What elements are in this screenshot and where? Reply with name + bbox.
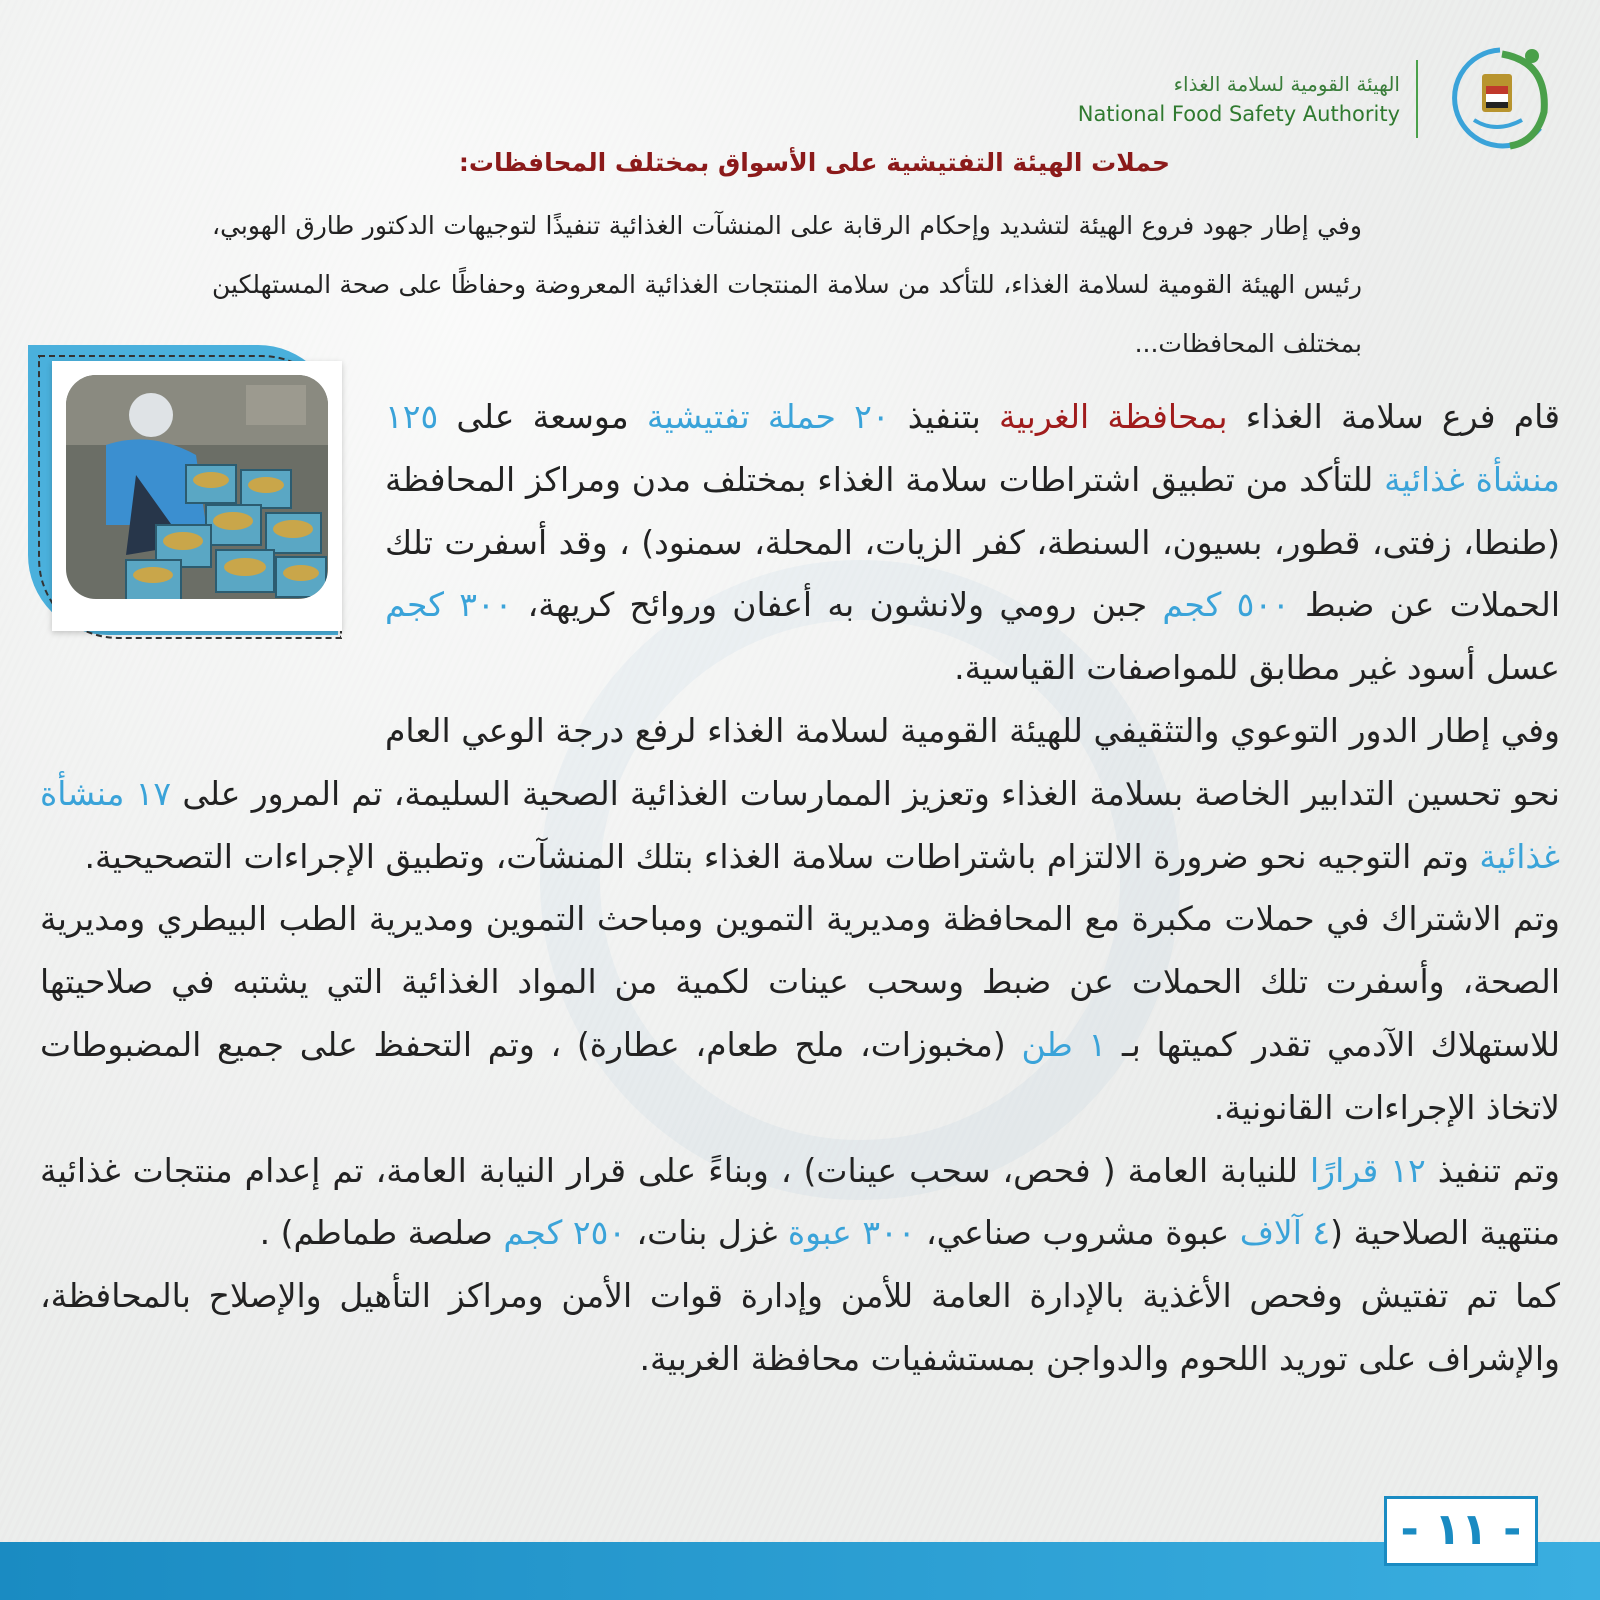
- text-run: وتم الاشتراك في حملات مكبرة مع المحافظة ومديرية التموين ومباحث التموين ومديرية الطب البيطري ومديرية الصحة، وأسفرت تلك الحملات عن ضبط وسحب عينات لكمية من المواد الغذائية التي يشتبه في صلاحيتها للاستهلاك الآدمي تقدر كميتها بـ: [40, 899, 1561, 1064]
- text-run: غزل بنات،: [626, 1213, 788, 1253]
- text-run: صلصة طماطم) .: [259, 1213, 504, 1253]
- page-number: - ١١ -: [1384, 1496, 1538, 1566]
- nfsa-logo-icon: [1440, 42, 1560, 152]
- drink-pack-count: ٤ آلاف: [1239, 1213, 1331, 1253]
- paragraph-security-inspection: كما تم تفتيش وفحص الأغذية بالإدارة العامة للأمن وإدارة قوات الأمن ومراكز التأهيل والإصلاح بالمحافظة، والإشراف على توريد اللحوم والدواجن بمستشفيات محافظة الغربية.: [40, 1276, 1560, 1378]
- photo-wrap-space: [40, 386, 385, 716]
- text-run: عسل أسود غير مطابق للمواصفات القياسية.: [954, 648, 1560, 688]
- cheese-quantity: ٥٠٠ كجم: [1162, 585, 1290, 625]
- footer-bar: [0, 1542, 1600, 1600]
- intro-paragraph: وفي إطار جهود فروع الهيئة لتشديد وإحكام الرقابة على المنشآت الغذائية تنفيذًا لتوجيهات الدكتور طارق الهوبي، رئيس الهيئة القومية لسلامة الغذاء، للتأكد من سلامة المنتجات الغذائية المعروضة وحفاظًا على صحة المستهلكين بمختلف المحافظات...: [212, 211, 1362, 358]
- text-run: موسعة على: [438, 397, 647, 436]
- campaign-count: ٢٠ حملة تفتيشية: [646, 397, 890, 436]
- text-run: قام فرع سلامة الغذاء: [1227, 397, 1560, 436]
- governorate-name: بمحافظة الغربية: [999, 397, 1228, 436]
- org-name-english: National Food Safety Authority: [1077, 102, 1400, 126]
- section-heading: حملات الهيئة التفتيشية على الأسواق بمختلف المحافظات:: [458, 148, 1170, 177]
- header: [1000, 42, 1560, 152]
- header-divider: [1416, 60, 1418, 138]
- text-run: للتأكد من تطبيق اشتراطات سلامة الغذاء بمختلف مدن ومراكز المحافظة (طنطا، زفتى، قطور، بسيون، السنطة، كفر الزيات، المحلة، سمنود) ، وقد أسفرت تلك الحملات عن ضبط: [385, 459, 1560, 625]
- candy-pack-count: ٣٠٠ عبوة: [787, 1213, 916, 1253]
- paragraph-joint-campaigns: [40, 888, 1560, 1139]
- text-run: وفي إطار الدور التوعوي والتثقيفي للهيئة القومية لسلامة الغذاء لرفع درجة الوعي العام نحو تحسين التدابير الخاصة بسلامة الغذاء وتعزيز الممارسات الغذائية الصحية السليمة، تم المرور على: [171, 710, 1560, 813]
- paragraph-awareness: [40, 700, 1560, 888]
- paragraph-prosecution-decisions: [40, 1140, 1560, 1266]
- molasses-quantity: ٣٠٠ كجم: [385, 585, 513, 625]
- org-name-arabic: الهيئة القومية لسلامة الغذاء: [1173, 72, 1400, 96]
- text-run: وتم التوجيه نحو ضرورة الالتزام باشتراطات سلامة الغذاء بتلك المنشآت، وتطبيق الإجراءات التصحيحية.: [84, 836, 1480, 876]
- text-run: وتم تنفيذ: [1425, 1150, 1560, 1190]
- text-run: بتنفيذ: [889, 397, 1000, 436]
- body-text: [40, 386, 1560, 1391]
- sauce-quantity: ٢٥٠ كجم: [503, 1213, 627, 1253]
- text-run: جبن رومي ولانشون به أعفان وروائح كريهة،: [512, 585, 1163, 625]
- text-run: عبوة مشروب صناعي،: [915, 1213, 1240, 1253]
- text-run: للنيابة العامة ( فحص، سحب عينات) ، وبناءً على قرار النيابة العامة، تم إعدام منتجات غذائية منتهية الصلاحية (: [40, 1150, 1560, 1253]
- facility-count: ١٢٥ منشأة غذائية: [385, 397, 1560, 499]
- facility-visit-count: ١٧ منشأة غذائية: [40, 773, 1560, 876]
- text-run: (مخبوزات، ملح طعام، عطارة) ، وتم التحفظ على جميع المضبوطات لاتخاذ الإجراءات القانونية.: [40, 1024, 1560, 1127]
- decision-count: ١٢ قرارًا: [1310, 1150, 1426, 1190]
- seized-quantity: ١ طن: [1021, 1024, 1107, 1064]
